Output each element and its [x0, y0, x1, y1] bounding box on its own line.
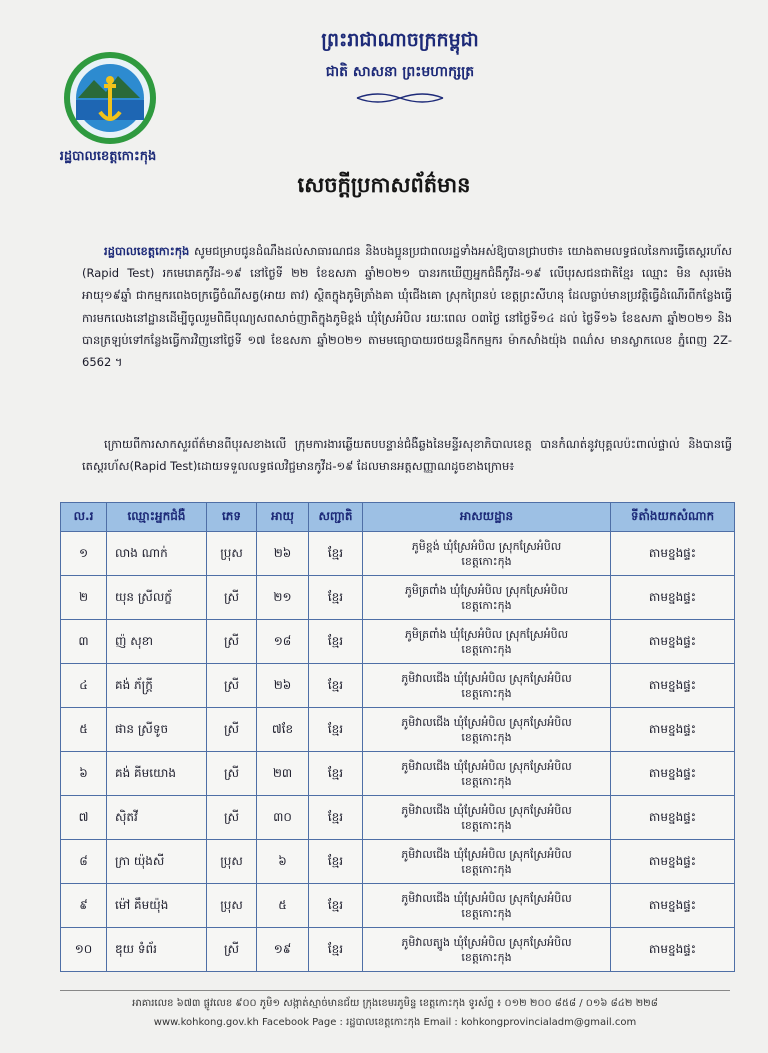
- cell-nationality: ខ្មែរ: [309, 576, 363, 620]
- cell-sample-site: តាមខ្នងផ្ទះ: [611, 840, 735, 884]
- address-line-1: ភូមិវាលជើង ឃុំស្រែអំបិល ស្រុកស្រែអំបិល: [401, 847, 572, 861]
- address-line-1: ភូមិវាលត្បូង ឃុំស្រែអំបិល ស្រុកស្រែអំបិល: [401, 935, 572, 949]
- ornament-divider: [355, 92, 445, 104]
- paragraph-2: ក្រោយពីការសាកសួរព័ត៌មានពីបុរសខាងលើ ក្រុមការងារឆ្លើយតបបន្ទាន់ជំងឺឆ្លងនៃមន្ទីរសុខាភិបាលខេត្ត បានកំណត់នូវបុគ្គលប៉ះពាល់ផ្ទាល់ និងបានធ្វើតេស្តរហ័ស(Rapid Test)ដោយទទួលលទ្ធផលវិជ្ជមានកូវីដ-១៩ ដែលមានអត្តសញ្ញាណដូចខាងក្រោម៖: [82, 437, 732, 474]
- cell-address: [363, 752, 611, 796]
- table-row: [61, 840, 735, 884]
- address-line-2: ខេត្តកោះកុង: [461, 642, 512, 656]
- cell-sex: ស្រី: [207, 576, 257, 620]
- header-no: ល.រ: [61, 503, 107, 532]
- cell-sex: ស្រី: [207, 708, 257, 752]
- cell-sex: ស្រី: [207, 752, 257, 796]
- cell-nationality: ខ្មែរ: [309, 796, 363, 840]
- cell-name: ក្រា យ៉ុងសី: [107, 840, 207, 884]
- table-row: [61, 796, 735, 840]
- cell-no: ៦: [61, 752, 107, 796]
- cell-no: ៧: [61, 796, 107, 840]
- footer-address: អាគារលេខ ៦៧៣ ផ្លូវលេខ ៩០០ ភូមិ១ សង្កាត់ស្មាច់មានជ័យ ក្រុងខេមរភូមិន្ទ ខេត្តកោះកុង ទូរស័ព្ទ ៖ ០១២ ២០០ ៨៥៨ / ០១៦ ៨៤២ ២២៨: [132, 998, 658, 1009]
- cell-name: លាង ណាក់: [107, 532, 207, 576]
- cell-age: ២៦: [257, 664, 309, 708]
- cell-address: [363, 884, 611, 928]
- footer-divider: [60, 990, 730, 991]
- cell-address: [363, 532, 611, 576]
- paragraph-1-lead: រដ្ឋបាលខេត្តកោះកុង: [104, 244, 190, 258]
- address-line-2: ខេត្តកោះកុង: [461, 906, 512, 920]
- cell-name: ស៊ិតវី: [107, 796, 207, 840]
- address-line-1: ភូមិវាលជើង ឃុំស្រែអំបិល ស្រុកស្រែអំបិល: [401, 803, 572, 817]
- cell-sex: ប្រុស: [207, 840, 257, 884]
- header-nationality: សញ្ជាតិ: [309, 503, 363, 532]
- header-address: អាសយដ្ឋាន: [363, 503, 611, 532]
- cell-age: ២៣: [257, 752, 309, 796]
- cell-nationality: ខ្មែរ: [309, 928, 363, 972]
- cell-sex: ស្រី: [207, 928, 257, 972]
- cell-name: ផាន ស្រីទូច: [107, 708, 207, 752]
- address-line-1: ភូមិវាលជើង ឃុំស្រែអំបិល ស្រុកស្រែអំបិល: [401, 891, 572, 905]
- cell-sample-site: តាមខ្នងផ្ទះ: [611, 884, 735, 928]
- cell-age: ៥: [257, 884, 309, 928]
- cell-name: យុន ស្រីលក្ខ័: [107, 576, 207, 620]
- cell-sample-site: តាមខ្នងផ្ទះ: [611, 708, 735, 752]
- address-line-1: ភូមិវាលជើង ឃុំស្រែអំបិល ស្រុកស្រែអំបិល: [401, 671, 572, 685]
- table-row: [61, 708, 735, 752]
- header-age: អាយុ: [257, 503, 309, 532]
- address-line-2: ខេត្តកោះកុង: [461, 950, 512, 964]
- cell-name: គង់ ភ័ក្រ្តី: [107, 664, 207, 708]
- table-row: [61, 752, 735, 796]
- paragraph-1: [82, 240, 732, 373]
- kingdom-heading: ព្រះរាជាណាចក្រកម្ពុជា: [321, 29, 479, 51]
- cell-address: [363, 840, 611, 884]
- cell-age: ៣០: [257, 796, 309, 840]
- address-line-2: ខេត្តកោះកុង: [461, 818, 512, 832]
- address-line-2: ខេត្តកោះកុង: [461, 598, 512, 612]
- cell-sample-site: តាមខ្នងផ្ទះ: [611, 752, 735, 796]
- cell-no: ១: [61, 532, 107, 576]
- provincial-seal-logo: [62, 50, 158, 146]
- cell-nationality: ខ្មែរ: [309, 532, 363, 576]
- table-row: [61, 928, 735, 972]
- cell-sex: ប្រុស: [207, 884, 257, 928]
- cell-address: [363, 620, 611, 664]
- address-line-2: ខេត្តកោះកុង: [461, 730, 512, 744]
- paragraph-1-text: សូមជម្រាបជូនដំណឹងដល់សាធារណជន និងបងប្អូនប្រជាពលរដ្ឋទាំងអស់ឱ្យបានជ្រាបថា៖ យោងតាមលទ្ធផលនៃការធ្វើតេស្តរហ័ស (Rapid Test) រកមេរោគកូវីដ-១៩ នៅថ្ងៃទី ២២ ខែឧសភា ឆ្នាំ២០២១ បានរកឃើញអ្នកជំងឺកូវីដ-១៩ លើបុរសជនជាតិខ្មែរ ឈ្មោះ មិន សុរម៉េង អាយុ១៩ឆ្នាំ ជាកម្មករពេងចក្រធ្វើចំណីសត្វ(អាយ តាវ) ស្ថិតក្នុងភូមិត្រាំងគា ឃុំជើងគោ ស្រុកព្រៃនប់ ខេត្តព្រះសីហនុ ដែលធ្លាប់មានប្រវត្តិធ្វើដំណើរពីកន្លែងធ្វើការមកលេងនៅដ្ឋានដើម្បីចូលរួមពិធីបុណ្យសពសាច់ញាតិក្នុងភូមិខ្ពង់ ឃុំស្រែអំបិល រយៈពេល ០៣ថ្ងៃ នៅថ្ងៃទី១៤ ដល់ ថ្ងៃទី១៦ ខែឧសភា ឆ្នាំ២០២១ និងបានត្រឡប់ទៅកន្លែងធ្វើការវិញនៅថ្ងៃទី ១៧ ខែឧសភា ឆ្នាំ២០២១ តាមមធ្យោបាយរថយន្តដឹកកម្មករ ម៉ាកសាំងយ៉ុង ពណ៌ស មានស្លាកលេខ ភ្នំពេញ 2Z-6562 ។: [82, 244, 732, 370]
- cell-sample-site: តាមខ្នងផ្ទះ: [611, 620, 735, 664]
- cell-sex: ស្រី: [207, 796, 257, 840]
- table-row: [61, 620, 735, 664]
- cell-nationality: ខ្មែរ: [309, 884, 363, 928]
- cell-sample-site: តាមខ្នងផ្ទះ: [611, 532, 735, 576]
- cell-address: [363, 664, 611, 708]
- cell-no: ៥: [61, 708, 107, 752]
- cell-name: គង់ គីមយោង: [107, 752, 207, 796]
- cell-age: ៧ខែ: [257, 708, 309, 752]
- address-line-1: ភូមិវាលជើង ឃុំស្រែអំបិល ស្រុកស្រែអំបិល: [401, 715, 572, 729]
- cell-no: ២: [61, 576, 107, 620]
- cell-sample-site: តាមខ្នងផ្ទះ: [611, 664, 735, 708]
- address-line-1: ភូមិត្រពាំង ឃុំស្រែអំបិល ស្រុកស្រែអំបិល: [404, 583, 569, 597]
- cell-age: ១៨: [257, 620, 309, 664]
- address-line-2: ខេត្តកោះកុង: [461, 686, 512, 700]
- address-line-2: ខេត្តកោះកុង: [461, 554, 512, 568]
- cell-age: ២៦: [257, 532, 309, 576]
- cell-nationality: ខ្មែរ: [309, 620, 363, 664]
- cell-address: [363, 708, 611, 752]
- footer-contact: www.kohkong.gov.kh Facebook Page : រដ្ឋបាលខេត្តកោះកុង Email : kohkongprovincialadm@gmail.com: [153, 1017, 637, 1028]
- address-line-1: ភូមិត្រពាំង ឃុំស្រែអំបិល ស្រុកស្រែអំបិល: [404, 627, 569, 641]
- cell-sex: ស្រី: [207, 620, 257, 664]
- address-line-2: ខេត្តកោះកុង: [461, 774, 512, 788]
- national-motto: ជាតិ សាសនា ព្រះមហាក្សត្រ: [325, 64, 475, 80]
- cell-sample-site: តាមខ្នងផ្ទះ: [611, 796, 735, 840]
- cell-no: ៨: [61, 840, 107, 884]
- cases-table: [60, 502, 735, 972]
- address-line-1: ភូមិវាលជើង ឃុំស្រែអំបិល ស្រុកស្រែអំបិល: [401, 759, 572, 773]
- table-row: [61, 576, 735, 620]
- cell-address: [363, 928, 611, 972]
- cell-no: ៤: [61, 664, 107, 708]
- cell-no: ៩: [61, 884, 107, 928]
- cell-nationality: ខ្មែរ: [309, 752, 363, 796]
- cell-address: [363, 576, 611, 620]
- cell-nationality: ខ្មែរ: [309, 664, 363, 708]
- cell-no: ១០: [61, 928, 107, 972]
- cell-address: [363, 796, 611, 840]
- cell-sample-site: តាមខ្នងផ្ទះ: [611, 576, 735, 620]
- cell-sex: ស្រី: [207, 664, 257, 708]
- table-row: [61, 532, 735, 576]
- header-name: ឈ្មោះអ្នកជំងឺ: [107, 503, 207, 532]
- cell-sex: ប្រុស: [207, 532, 257, 576]
- table-header-row: [61, 503, 735, 532]
- address-line-1: ភូមិខ្ពង់ ឃុំស្រែអំបិល ស្រុកស្រែអំបិល: [411, 539, 562, 553]
- cell-age: ៦: [257, 840, 309, 884]
- cell-name: ម៉ៅ គឹមយ៉ុង: [107, 884, 207, 928]
- organization-name: រដ្ឋបាលខេត្តកោះកុង: [59, 149, 157, 164]
- table-row: [61, 884, 735, 928]
- header-sample-site: ទីតាំងយកសំណាក: [611, 503, 735, 532]
- cell-age: ២១: [257, 576, 309, 620]
- cell-no: ៣: [61, 620, 107, 664]
- announcement-title: សេចក្ដីប្រកាសព័ត៌មាន: [297, 172, 471, 197]
- cell-sample-site: តាមខ្នងផ្ទះ: [611, 928, 735, 972]
- cell-nationality: ខ្មែរ: [309, 840, 363, 884]
- cell-nationality: ខ្មែរ: [309, 708, 363, 752]
- cell-name: ញ៉ សុខា: [107, 620, 207, 664]
- cell-name: ឌុយ ទំព័រ: [107, 928, 207, 972]
- cell-age: ១៩: [257, 928, 309, 972]
- header-sex: ភេទ: [207, 503, 257, 532]
- address-line-2: ខេត្តកោះកុង: [461, 862, 512, 876]
- table-row: [61, 664, 735, 708]
